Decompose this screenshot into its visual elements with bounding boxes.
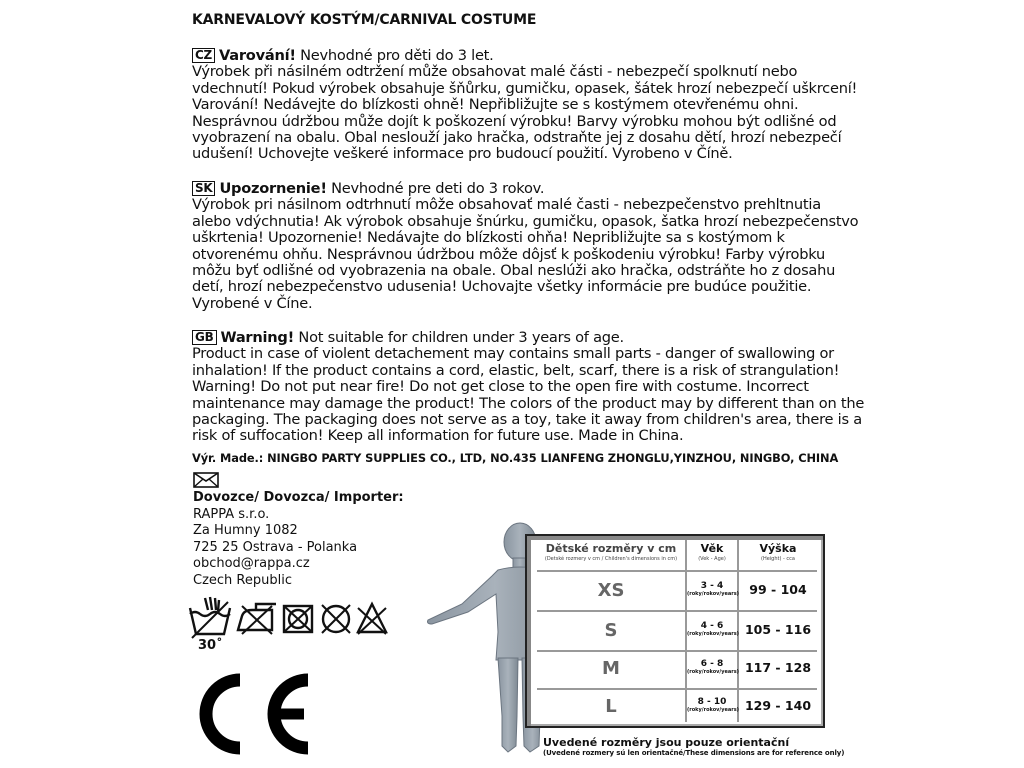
text-line: detí, hrozí nebezpečenstvo udusenia! Uchovajte všetky informácie pre budúce použitie.: [192, 278, 812, 296]
envelope-icon: [193, 472, 219, 488]
no-tumble-dry-icon: [284, 606, 312, 632]
text-line: vyobrazení na obalu. Obal neslouží jako hračka, odstraňte jej z dosahu dětí, hrozí nebezpečí: [192, 129, 842, 147]
no-iron-icon: [238, 604, 276, 634]
text-line: Vyrobené v Číne.: [192, 294, 313, 312]
height-cell: 117 - 128: [744, 660, 812, 675]
size-table: [525, 534, 825, 728]
language-badge-cz: CZ: [192, 48, 215, 63]
size-cell: L: [605, 696, 617, 717]
size-header-label: Dětské rozměry v cm: [545, 542, 677, 555]
height-header: [739, 542, 817, 562]
age-unit: (roky/rokov/years): [687, 669, 739, 675]
importer-address: [193, 490, 404, 589]
age-cell: [687, 581, 737, 597]
text-line: Výrobok pri násilnom odtrhnutí môže obsahovať malé časti - nebezpečenstvo prehltnutia: [192, 196, 821, 214]
text-line: packaging. The packaging does not serve as a toy, take it away from children's area, there is a: [192, 411, 862, 429]
hand-wash-icon: [190, 597, 230, 638]
text-line: Varování! Nedávejte do blízkosti ohně! Nepřibližujte se s kostýmem otevřenému ohni.: [192, 96, 799, 114]
size-note: [543, 736, 844, 757]
no-dry-clean-icon: [322, 605, 350, 633]
table-row: [537, 612, 817, 650]
age-header-sub: (Vek - Age): [698, 556, 726, 562]
language-badge-sk: SK: [192, 181, 215, 196]
age-unit: (roky/rokov/years): [687, 631, 739, 637]
height-cell: 129 - 140: [744, 698, 812, 713]
text-line: Výrobek při násilném odtržení může obsahovat malé části - nebezpečí spolknutí nebo: [192, 63, 798, 81]
table-row: [537, 688, 817, 726]
importer-line: obchod@rappa.cz: [193, 556, 310, 571]
age-value: 8 - 10: [697, 697, 727, 707]
importer-line: Czech Republic: [193, 572, 292, 588]
text-line: risk of suffocation! Keep all information for future use. Made in China.: [192, 427, 684, 445]
age-cell: [687, 621, 737, 637]
document-title: KARNEVALOVÝ KOSTÝM/CARNIVAL COSTUME: [192, 12, 537, 28]
text-line: Nesprávnou údržbou může dojít k poškození výrobku! Barvy výrobku mohou být odlišné od: [192, 112, 837, 130]
age-unit: (roky/rokov/years): [687, 707, 739, 713]
size-cell: XS: [597, 580, 625, 601]
age-unit: (roky/rokov/years): [687, 591, 739, 597]
age-value: 3 - 4: [700, 581, 724, 591]
age-value: 6 - 8: [700, 659, 724, 669]
manufacturer-line: Výr. Made.: NINGBO PARTY SUPPLIES CO., LTD, NO.435 LIANFENG ZHONGLU,YINZHOU, NINGBO, CHINA: [192, 451, 839, 465]
text-line: vdechnutí! Pokud výrobek obsahuje šňůrku, gumičku, opasek, šátek hrozí nebezpečí uškrcení!: [192, 79, 858, 97]
height-header-sub: (Height) - cca: [761, 556, 795, 562]
height-cell: 105 - 116: [744, 622, 812, 637]
importer-heading: Dovozce/ Dovozca/ Importer:: [193, 490, 404, 505]
text-line: Warning! Do not put near fire! Do not get close to the open fire with costume. Incorrect: [192, 378, 809, 396]
warning-block-gb: [192, 329, 865, 445]
wash-temperature: 30˚: [198, 638, 223, 652]
age-header-label: Věk: [700, 542, 724, 555]
text-line: alebo vdýchnutia! Ak výrobok obsahuje šnúrku, gumičku, opasok, šatka hrozí nebezpečenstvo: [192, 212, 859, 230]
age-cell: [687, 697, 737, 713]
size-note-sub: (Uvedené rozmery sú len orientačné/These dimensions are for reference only): [543, 749, 845, 757]
text-line: udušení! Uchovejte veškeré informace pro budoucí použití. Vyrobeno v Číně.: [192, 145, 733, 163]
text-line: Product in case of violent detachement may contains small parts - danger of swallowing or: [192, 345, 834, 363]
warning-heading-sk: Upozornenie!: [219, 180, 327, 197]
table-row: [537, 572, 817, 610]
age-header: [687, 542, 737, 562]
height-cell: 99 - 104: [749, 582, 807, 597]
table-row: [537, 650, 817, 688]
size-header-sub: (Detské rozmery v cm / Children's dimensions in cm): [544, 556, 678, 562]
text-line: uškrtenia! Upozornenie! Nedávajte do blízkosti ohňa! Nepribližujte sa s kostýmom k: [192, 229, 785, 247]
height-header-label: Výška: [759, 542, 797, 555]
warning-first-line-sk: Nevhodné pre deti do 3 rokov.: [326, 180, 545, 197]
size-header: [537, 542, 685, 562]
text-line: otvorenému ohňu. Nesprávnou údržbou môže dôjsť k poškodeniu výrobku! Farby výrobku: [192, 245, 825, 263]
text-line: maintenance may damage the product! The colors of the product may by different than on the: [192, 394, 865, 412]
warning-first-line-cz: Nevhodné pro děti do 3 let.: [295, 47, 494, 64]
importer-line: Za Humny 1082: [193, 523, 298, 538]
importer-line: RAPPA s.r.o.: [193, 506, 270, 522]
age-value: 4 - 6: [700, 621, 724, 631]
warning-block-cz: [192, 47, 858, 163]
no-bleach-icon: [358, 604, 386, 634]
ce-mark-icon: [186, 672, 316, 756]
age-cell: [687, 659, 737, 675]
warning-heading-gb: Warning!: [220, 329, 295, 346]
size-note-main: Uvedené rozměry jsou pouze orientační: [543, 736, 790, 749]
language-badge-gb: GB: [192, 330, 217, 345]
warning-first-line-gb: Not suitable for children under 3 years of age.: [294, 329, 624, 346]
warning-block-sk: [192, 180, 859, 312]
care-symbols: [186, 594, 396, 652]
size-cell: M: [602, 658, 620, 679]
size-cell: S: [604, 620, 618, 641]
text-line: môžu byť odlišné od vyobrazenia na obale. Obal neslúži ako hračka, odstráňte ho z dosahu: [192, 262, 836, 280]
importer-line: 725 25 Ostrava - Polanka: [193, 539, 358, 555]
text-line: inhalation! If the product contains a cord, elastic, belt, scarf, there is a risk of strangulation!: [192, 361, 840, 379]
warning-heading-cz: Varování!: [219, 47, 296, 64]
